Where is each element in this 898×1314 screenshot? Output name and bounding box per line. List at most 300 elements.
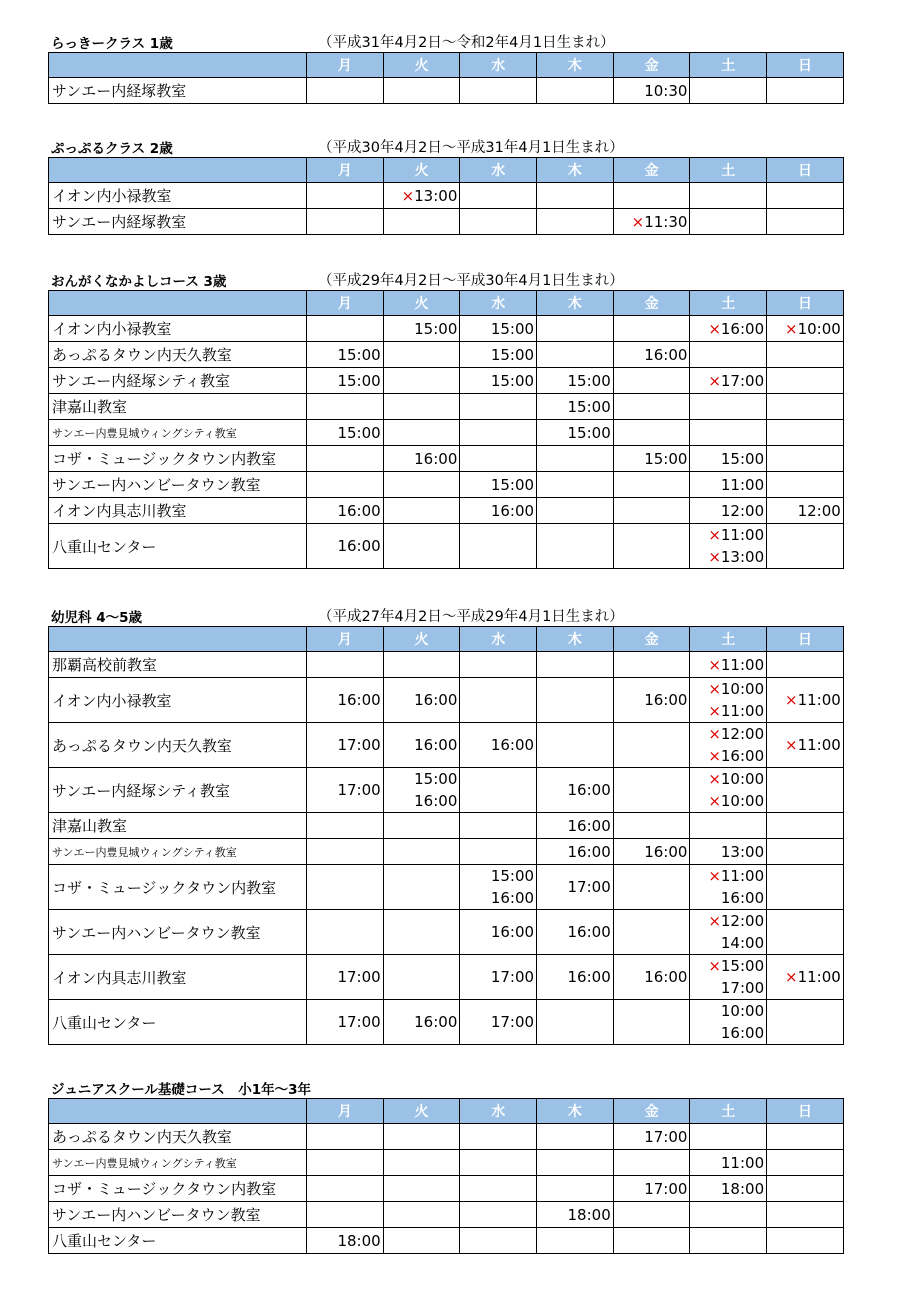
time-cell [460, 472, 537, 498]
time-entry: 15:00 [567, 397, 611, 416]
full-mark-icon: × [708, 526, 721, 544]
time-cell [383, 723, 460, 768]
time-cell [460, 910, 537, 955]
time-cell [307, 839, 384, 865]
time-cell [383, 394, 460, 420]
time-cell [307, 1228, 384, 1254]
table-row [49, 1150, 844, 1176]
section-header [48, 268, 843, 290]
time-cell [460, 723, 537, 768]
time-entry: 16:00 [490, 736, 535, 754]
time-entry: ×12:00 [708, 912, 765, 930]
time-cell [307, 955, 384, 1000]
time-cell [383, 316, 460, 342]
day-header: 土 [690, 627, 767, 652]
time-entry: 16:00 [720, 889, 765, 907]
time-cell [690, 813, 767, 839]
table-row [49, 498, 844, 524]
time-cell [307, 910, 384, 955]
day-header: 火 [383, 1099, 460, 1124]
time-cell [307, 524, 384, 569]
time-cell [537, 865, 614, 910]
time-entry: 15:00 [490, 319, 535, 338]
time-cell [537, 209, 614, 235]
time-entry: 10:00 [720, 1002, 765, 1020]
table-row [49, 1124, 844, 1150]
time-cell [537, 1124, 614, 1150]
time-entry: 16:00 [567, 816, 611, 835]
time-cell [383, 1000, 460, 1045]
time-entry: 18:00 [720, 1179, 765, 1198]
time-cell [460, 652, 537, 678]
schedule-table [48, 626, 844, 1045]
day-header: 土 [690, 1099, 767, 1124]
time-cell [690, 209, 767, 235]
time-cell [383, 342, 460, 368]
time-cell [383, 813, 460, 839]
time-cell [537, 394, 614, 420]
schedule-table [48, 157, 844, 235]
day-header: 木 [537, 1099, 614, 1124]
time-cell [690, 78, 767, 104]
full-mark-icon: × [708, 770, 721, 788]
classroom-name: 那覇高校前教室 [49, 652, 307, 678]
time-cell [307, 865, 384, 910]
classroom-name: サンエー内ハンビータウン教室 [49, 910, 307, 955]
time-cell [460, 768, 537, 813]
time-cell [537, 678, 614, 723]
time-cell [537, 813, 614, 839]
time-cell [460, 1150, 537, 1176]
time-cell [383, 1176, 460, 1202]
time-entry: 15:00 [414, 770, 458, 788]
time-entry: 16:00 [644, 691, 688, 709]
birth-range: （平成29年4月2日～平成30年4月1日生まれ） [318, 273, 624, 289]
time-cell [613, 652, 690, 678]
time-cell [767, 78, 844, 104]
time-cell [307, 1176, 384, 1202]
time-cell [767, 678, 844, 723]
section-header [48, 135, 843, 157]
day-header: 日 [767, 1099, 844, 1124]
time-entry: ×11:00 [708, 526, 765, 544]
classroom-name: サンエー内経塚シティ教室 [49, 368, 307, 394]
day-header: 水 [460, 158, 537, 183]
time-entry: 15:00 [337, 371, 381, 390]
time-cell [460, 524, 537, 569]
time-cell [613, 1124, 690, 1150]
time-entry: 16:00 [337, 537, 381, 555]
time-cell [537, 420, 614, 446]
time-cell [767, 839, 844, 865]
time-entry: ×15:00 [708, 957, 765, 975]
time-cell [767, 1202, 844, 1228]
day-header: 木 [537, 158, 614, 183]
time-cell [460, 1000, 537, 1045]
section-header [48, 30, 843, 52]
time-cell [613, 420, 690, 446]
full-mark-icon: × [708, 319, 721, 338]
time-cell [613, 768, 690, 813]
day-header: 火 [383, 291, 460, 316]
time-cell [307, 394, 384, 420]
time-entry: ×13:00 [401, 186, 458, 205]
time-cell [460, 839, 537, 865]
header-blank-cell [49, 627, 307, 652]
time-entry: ×11:00 [785, 736, 841, 754]
time-cell [383, 955, 460, 1000]
time-cell [767, 368, 844, 394]
header-blank-cell [49, 291, 307, 316]
day-header: 金 [613, 627, 690, 652]
time-cell [690, 342, 767, 368]
time-entry: 16:00 [644, 345, 688, 364]
time-cell [383, 183, 460, 209]
time-cell [383, 1228, 460, 1254]
time-cell [613, 955, 690, 1000]
time-entry: ×13:00 [708, 548, 765, 566]
time-cell [537, 1228, 614, 1254]
time-cell [383, 865, 460, 910]
classroom-name: 津嘉山教室 [49, 394, 307, 420]
classroom-name: イオン内具志川教室 [49, 955, 307, 1000]
table-row [49, 768, 844, 813]
day-header: 金 [613, 1099, 690, 1124]
time-cell [537, 78, 614, 104]
time-cell [613, 472, 690, 498]
time-entry: 11:00 [720, 1153, 765, 1172]
time-cell [690, 183, 767, 209]
day-header: 月 [307, 627, 384, 652]
time-cell [613, 678, 690, 723]
time-cell [460, 678, 537, 723]
time-cell [383, 472, 460, 498]
time-cell [767, 316, 844, 342]
time-cell [460, 1124, 537, 1150]
day-header: 月 [307, 158, 384, 183]
time-cell [690, 1124, 767, 1150]
time-cell [460, 498, 537, 524]
time-cell [307, 420, 384, 446]
time-entry: 15:00 [720, 449, 765, 468]
full-mark-icon: × [708, 747, 721, 765]
time-cell [537, 768, 614, 813]
time-cell [690, 1228, 767, 1254]
day-header: 火 [383, 158, 460, 183]
schedule-section [48, 135, 843, 235]
classroom-name: コザ・ミュージックタウン内教室 [49, 446, 307, 472]
classroom-name: あっぷるタウン内天久教室 [49, 342, 307, 368]
time-cell [537, 955, 614, 1000]
time-cell [613, 394, 690, 420]
time-cell [613, 839, 690, 865]
time-cell [690, 472, 767, 498]
time-entry: 17:00 [490, 968, 535, 986]
time-entry: 10:30 [644, 81, 688, 100]
table-row [49, 865, 844, 910]
section-header [48, 1076, 843, 1098]
time-cell [767, 498, 844, 524]
time-cell [690, 420, 767, 446]
day-header: 木 [537, 291, 614, 316]
time-cell [307, 472, 384, 498]
time-cell [690, 394, 767, 420]
time-cell [690, 368, 767, 394]
time-entry: 17:00 [720, 979, 765, 997]
time-cell [537, 368, 614, 394]
time-entry: 15:00 [337, 423, 381, 442]
time-cell [460, 209, 537, 235]
time-cell [613, 78, 690, 104]
time-entry: 17:00 [644, 1179, 688, 1198]
time-entry: 16:00 [414, 691, 458, 709]
section-title: おんがくなかよしコース 3歳 [51, 274, 227, 290]
table-row [49, 78, 844, 104]
table-row [49, 183, 844, 209]
classroom-name: コザ・ミュージックタウン内教室 [49, 1176, 307, 1202]
time-entry: 17:00 [490, 1013, 535, 1031]
full-mark-icon: × [401, 186, 415, 205]
time-cell [690, 652, 767, 678]
time-entry: 15:00 [567, 423, 611, 442]
time-cell [690, 316, 767, 342]
time-cell [613, 723, 690, 768]
day-header-row [49, 291, 844, 316]
birth-range: （平成30年4月2日～平成31年4月1日生まれ） [318, 140, 624, 156]
time-cell [537, 723, 614, 768]
time-cell [307, 368, 384, 394]
table-row [49, 839, 844, 865]
time-cell [383, 678, 460, 723]
time-cell [690, 1150, 767, 1176]
time-cell [767, 420, 844, 446]
schedule-table [48, 52, 844, 104]
table-row [49, 1228, 844, 1254]
birth-range: （平成31年4月2日～令和2年4月1日生まれ） [318, 35, 615, 51]
time-entry: 16:00 [490, 889, 535, 907]
time-cell [613, 183, 690, 209]
time-cell [690, 955, 767, 1000]
time-cell [383, 768, 460, 813]
day-header: 水 [460, 1099, 537, 1124]
day-header: 水 [460, 53, 537, 78]
time-cell [613, 342, 690, 368]
time-cell [460, 420, 537, 446]
time-cell [767, 209, 844, 235]
time-entry: 17:00 [337, 968, 381, 986]
time-cell [460, 813, 537, 839]
time-entry: 15:00 [490, 867, 535, 885]
time-cell [767, 1150, 844, 1176]
full-mark-icon: × [708, 792, 721, 810]
time-cell [383, 368, 460, 394]
time-entry: ×11:00 [785, 968, 841, 986]
time-cell [383, 1202, 460, 1228]
full-mark-icon: × [785, 736, 798, 754]
time-cell [383, 1150, 460, 1176]
time-cell [690, 1202, 767, 1228]
day-header: 金 [613, 158, 690, 183]
time-cell [767, 394, 844, 420]
full-mark-icon: × [708, 371, 721, 390]
time-cell [460, 1202, 537, 1228]
table-row [49, 723, 844, 768]
time-entry: ×10:00 [708, 770, 765, 788]
time-cell [613, 1176, 690, 1202]
classroom-name: あっぷるタウン内天久教室 [49, 1124, 307, 1150]
full-mark-icon: × [785, 319, 798, 338]
time-cell [460, 865, 537, 910]
full-mark-icon: × [708, 912, 721, 930]
time-cell [690, 723, 767, 768]
day-header-row [49, 53, 844, 78]
time-cell [613, 209, 690, 235]
time-cell [307, 1202, 384, 1228]
classroom-name: 八重山センター [49, 524, 307, 569]
time-entry: 16:00 [337, 691, 381, 709]
section-header [48, 604, 843, 626]
time-cell [767, 342, 844, 368]
day-header: 金 [613, 53, 690, 78]
time-cell [767, 652, 844, 678]
time-entry: 16:00 [414, 792, 458, 810]
table-row [49, 420, 844, 446]
day-header: 月 [307, 53, 384, 78]
time-cell [613, 910, 690, 955]
time-cell [307, 813, 384, 839]
time-cell [767, 1124, 844, 1150]
day-header: 日 [767, 291, 844, 316]
classroom-name: サンエー内経塚シティ教室 [49, 768, 307, 813]
time-cell [307, 1000, 384, 1045]
time-cell [307, 1124, 384, 1150]
schedule-section [48, 1076, 843, 1254]
time-entry: 15:00 [337, 345, 381, 364]
schedule-section [48, 604, 843, 1045]
time-entry: 16:00 [644, 842, 688, 861]
time-cell [460, 342, 537, 368]
time-cell [383, 910, 460, 955]
time-entry: 15:00 [567, 371, 611, 390]
table-row [49, 1176, 844, 1202]
full-mark-icon: × [708, 725, 721, 743]
time-cell [537, 1176, 614, 1202]
schedule-section [48, 268, 843, 569]
time-entry: 16:00 [567, 968, 611, 986]
day-header: 木 [537, 53, 614, 78]
time-entry: 12:00 [797, 501, 841, 520]
day-header: 土 [690, 291, 767, 316]
classroom-name: イオン内具志川教室 [49, 498, 307, 524]
time-cell [460, 1228, 537, 1254]
time-entry: ×11:00 [708, 655, 765, 674]
table-row [49, 955, 844, 1000]
time-cell [613, 1150, 690, 1176]
time-cell [690, 446, 767, 472]
time-entry: ×11:30 [631, 212, 688, 231]
time-cell [383, 524, 460, 569]
table-row [49, 368, 844, 394]
time-cell [613, 446, 690, 472]
full-mark-icon: × [708, 655, 721, 674]
schedule-table [48, 290, 844, 569]
time-cell [460, 394, 537, 420]
time-cell [767, 723, 844, 768]
day-header: 水 [460, 291, 537, 316]
time-cell [613, 813, 690, 839]
classroom-name: イオン内小禄教室 [49, 316, 307, 342]
full-mark-icon: × [708, 867, 721, 885]
day-header-row [49, 627, 844, 652]
time-cell [690, 839, 767, 865]
classroom-name: サンエー内ハンビータウン教室 [49, 1202, 307, 1228]
time-cell [460, 316, 537, 342]
time-cell [383, 209, 460, 235]
time-entry: 16:00 [490, 923, 535, 941]
time-cell [383, 1124, 460, 1150]
time-cell [767, 910, 844, 955]
time-cell [460, 446, 537, 472]
day-header: 火 [383, 627, 460, 652]
header-blank-cell [49, 1099, 307, 1124]
time-cell [460, 955, 537, 1000]
table-row [49, 1202, 844, 1228]
table-row [49, 524, 844, 569]
time-cell [460, 1176, 537, 1202]
time-entry: ×11:00 [708, 702, 765, 720]
time-entry: 16:00 [414, 736, 458, 754]
time-cell [537, 498, 614, 524]
time-cell [307, 209, 384, 235]
table-row [49, 394, 844, 420]
time-entry: ×17:00 [708, 371, 765, 390]
full-mark-icon: × [785, 968, 798, 986]
time-entry: 16:00 [644, 968, 688, 986]
time-entry: 16:00 [337, 501, 381, 520]
time-entry: 12:00 [720, 501, 765, 520]
time-cell [537, 472, 614, 498]
classroom-name: 八重山センター [49, 1228, 307, 1254]
time-cell [767, 813, 844, 839]
day-header-row [49, 158, 844, 183]
day-header: 月 [307, 291, 384, 316]
time-cell [537, 316, 614, 342]
table-row [49, 316, 844, 342]
classroom-name: サンエー内経塚教室 [49, 78, 307, 104]
time-cell [613, 524, 690, 569]
classroom-name: 八重山センター [49, 1000, 307, 1045]
time-cell [690, 1176, 767, 1202]
time-cell [460, 368, 537, 394]
time-entry: 17:00 [337, 1013, 381, 1031]
table-row [49, 209, 844, 235]
day-header: 金 [613, 291, 690, 316]
day-header: 日 [767, 158, 844, 183]
full-mark-icon: × [785, 691, 798, 709]
time-entry: 15:00 [490, 371, 535, 390]
time-entry: 16:00 [414, 449, 458, 468]
time-cell [690, 865, 767, 910]
time-entry: ×11:00 [785, 691, 841, 709]
section-title: ぷっぷるクラス 2歳 [51, 141, 173, 157]
header-blank-cell [49, 158, 307, 183]
time-entry: ×10:00 [708, 680, 765, 698]
time-cell [767, 183, 844, 209]
table-row [49, 446, 844, 472]
time-cell [307, 768, 384, 813]
time-cell [537, 183, 614, 209]
time-cell [767, 446, 844, 472]
